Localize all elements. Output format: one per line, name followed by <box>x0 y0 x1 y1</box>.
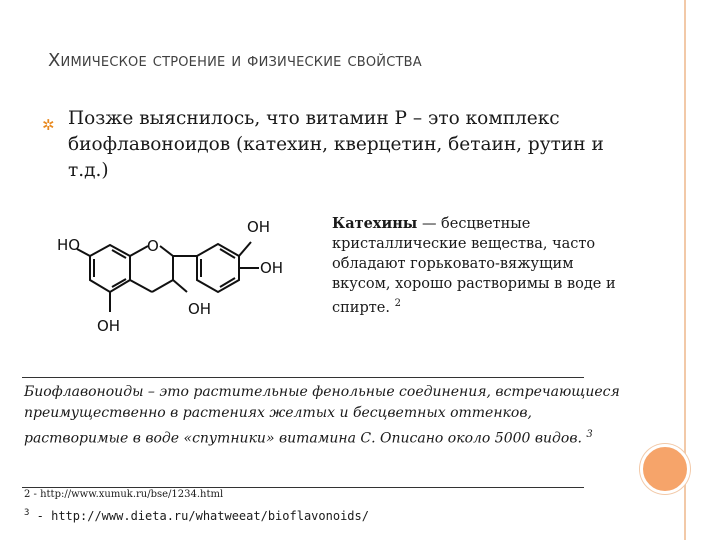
definition-body: Биофлавоноиды – это растительные фенольные соединения, встречающиеся преимущественно в растениях желтых и бесцветных оттенков, растворимые в воде «спутники» витамина С. Описано около 5000 видов. <box>24 384 620 447</box>
bullet-text: Позже выяснилось, что витамин P – это комплекс биофлавоноидов (катехин, кверцетин, бетаин, рутин и т.д.) <box>68 108 604 181</box>
label-oh-right: OH <box>260 259 284 277</box>
decor-circle <box>640 444 690 494</box>
desc-term: Катехины <box>332 215 418 232</box>
footnote-3 <box>24 508 369 523</box>
gear-bullet-icon: ✲ <box>42 116 55 134</box>
definition-ref: 3 <box>586 429 593 440</box>
desc-text: — бесцветные кристаллические вещества, часто обладают горьковато-вяжущим вкусом, хорошо растворимы в воде и спирте. <box>332 216 616 316</box>
label-ho-left: HO <box>57 236 81 254</box>
divider-bottom <box>22 487 584 488</box>
label-ring-o: O <box>147 237 159 255</box>
divider-top <box>22 377 584 378</box>
catechin-structure <box>55 200 315 345</box>
label-oh-bottom: OH <box>97 317 121 335</box>
definition-text <box>24 382 624 450</box>
slide-title: Химическое строение и физические свойства <box>48 50 422 71</box>
catechin-description <box>332 214 632 318</box>
footnote-3-text: - http://www.dieta.ru/whatweeat/bioflavonoids/ <box>29 509 369 523</box>
footnote-3-number: 3 <box>24 508 30 518</box>
label-oh-c3: OH <box>188 300 212 318</box>
footnote-2: 2 - http://www.xumuk.ru/bse/1234.html <box>24 489 224 500</box>
label-oh-top: OH <box>247 218 271 236</box>
desc-ref: 2 <box>394 298 401 309</box>
